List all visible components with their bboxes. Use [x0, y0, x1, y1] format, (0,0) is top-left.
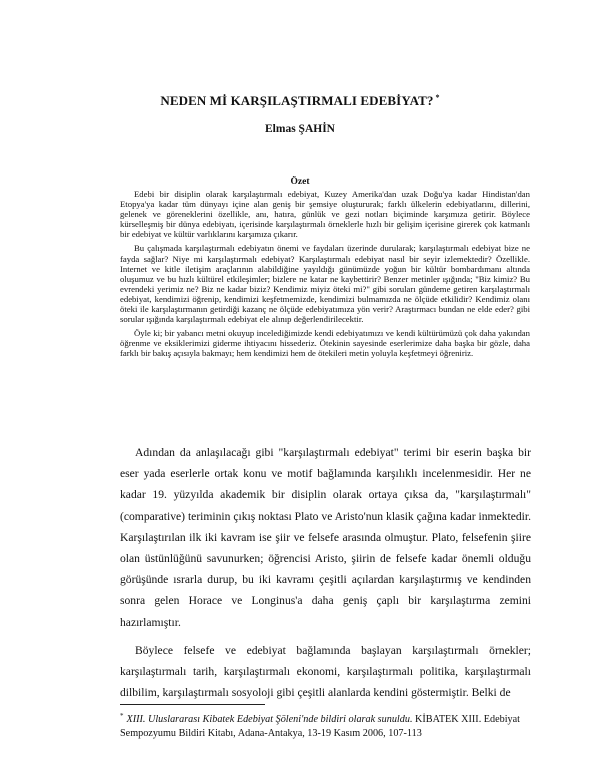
footnote-divider	[120, 704, 265, 705]
footnote-text: KİBATEK XIII. Edebiyat Sempozyumu Bildiri Kitabı, Adana-Antakya, 13-19 Kasım 2006, 107-113	[120, 714, 521, 739]
body-paragraph: Adından da anlaşılacağı gibi "karşılaştırmalı edebiyat" terimi bir eserin başka bir eser yada eserlerle ortak konu ve motif bağlamında karşılıklı incelenmesidir. Her ne kadar 19. yüzyılda akademik bir disiplin olarak ortaya çıksa da, "karşılaştırmalı" (comparative) teriminin çıkış noktası Plato ve Aristo'nun klasik çağına kadar inmektedir. Karşılaştırılan ilk iki kavram ise şiir ve felsefe arasında olmuştur. Plato, felsefenin şiire olan üstünlüğünü savunurken; öğrencisi Aristo, şiirin de felsefe kadar önemli olduğu görüşünde ısrarla durup, bu iki kavramı çeşitli açılardan karşılaştırmış ve kendinden sonra gelen Horace ve Longinus'a daha geniş çaplı bir karşılaştırma zemini hazırlamıştır.	[120, 446, 531, 629]
body-text	[120, 442, 531, 703]
abstract-paragraph: Bu çalışmada karşılaştırmalı edebiyatın önemi ve faydaları üzerinde durularak; karşılaştırmalı edebiyat bize ne fayda sağlar? Niye mi karşılaştırmalı edebiyat? Karşılaştırmalı edebiyat nasıl bir seyir izlemektedir? Özellikle. Internet ve kitle iletişim araçlarının alabildiğine yayıldığı günümüzde yoğun bir kültür bombardımanı altında oluşumuz ve bu hızlı kültürel etkileşimler; bizlere ne katar ne kaybettirir? Benzer metinler ışığında; "Biz kimiz? Bu evrendeki yerimiz ne? Biz ne kadar biziz? Kendimiz miyiz öteki mi?" gibi soruları gündeme getiren karşılaştırmalı edebiyat, kendimizi öğrenip, kendimizi keşfetmemizde, kendimizi bulmamızda ne ölçüde etkilidir? Kendimiz olanı öteki ile karşılaştırmanın getirdiği kazanç ne ölçüde edebiyatımıza yön verir? Araştırmacı bundan ne elde eder? gibi sorular ışığında karşılaştırmalı edebiyat ele alınıp değerlendirilecektir.	[120, 243, 530, 325]
abstract-paragraph: Öyle ki; bir yabancı metni okuyup incelediğimizde kendi edebiyatımızı ve kendi kültürümüzü çok daha yakından öğrenme ve eksiklerimizi giderme ihtiyacını hissederiz. Ötekinin sayesinde eserlerimize daha başka bir gözle, daha farklı bir bakış açısıyla bakmayı; hem kendimizi hem de ötekileri metin yoluyla keşfetmeyi öğreniriz.	[120, 328, 530, 359]
paper-title	[0, 93, 600, 109]
abstract-paragraph: Edebi bir disiplin olarak karşılaştırmalı edebiyat, Kuzey Amerika'dan uzak Doğu'ya kadar Hindistan'dan Etopya'ya kadar tüm dünyayı içine alan geniş bir şemsiye oluştururak; farklı ülkelerin edebiyatlarını, dillerini, gelenek ve göreneklerini özellikle, anı, hatıra, günlük ve gezi notları biçiminde karşımıza getirir. Böylece kürselleşmiş bir dünya edebiyatı, içerisinde karşılaştırmalı örneklerle hızlı bir gelişim içerisine girerek çok katmanlı bir edebiyat ve kültür varlıklarını karşımıza çıkarır.	[120, 189, 530, 240]
paper-title-text: NEDEN Mİ KARŞILAŞTIRMALI EDEBİYAT?	[160, 93, 434, 108]
footnote-mark: *	[120, 712, 124, 720]
footnote-italic-text: XIII. Uluslararası Kibatek Edebiyat Şöleni'nde bildiri olarak sunuldu.	[126, 714, 413, 725]
author-name: Elmas ŞAHİN	[265, 123, 335, 135]
abstract	[120, 189, 530, 359]
body-paragraph: Böylece felsefe ve edebiyat bağlamında başlayan karşılaştırmalı örnekler; karşılaştırmalı tarih, karşılaştırmalı ekonomi, karşılaştırmalı politika, karşılaştırmalı dilbilim, karşılaştırmalı sosyoloji gibi çeşitli alanlarda kendini göstermiştir. Belki de	[120, 643, 531, 700]
title-footnote-mark: *	[435, 93, 440, 102]
footnote	[120, 710, 531, 740]
abstract-heading: Özet	[290, 177, 310, 187]
